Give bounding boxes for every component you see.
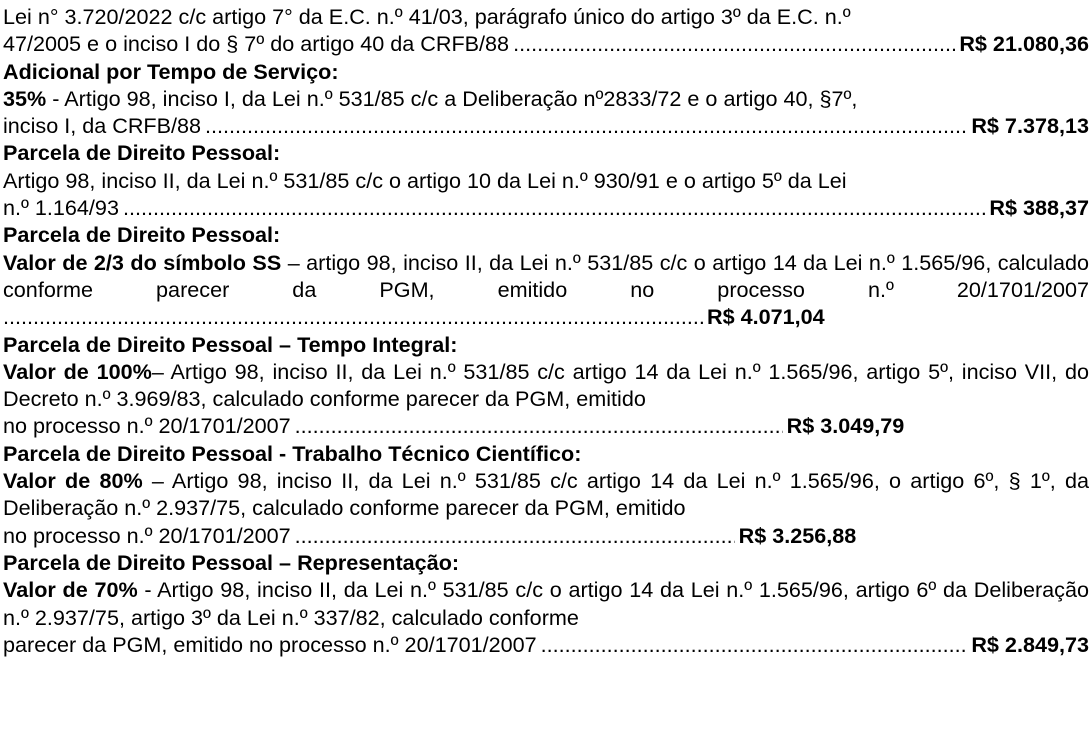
item-amount: R$ 3.256,88 <box>738 522 857 548</box>
item-amount-line <box>3 112 1089 139</box>
item-amount: R$ 2.849,73 <box>971 631 1089 657</box>
item-amount-line <box>3 522 1089 549</box>
item-body: – Artigo 98, inciso II, da Lei n.º 531/85 c/c artigo 14 da Lei n.º 1.565/96, artigo 5º, inciso VII, do Decreto n.º 3.969/83, calculado conforme parecer da PGM, emitido <box>3 358 1089 412</box>
item-text <box>3 3 1089 30</box>
item-text <box>3 467 1089 522</box>
item-heading: Parcela de Direito Pessoal: <box>3 222 281 248</box>
item-amount-line <box>3 631 1089 658</box>
item-amount: R$ 7.378,13 <box>971 113 1089 139</box>
item-text <box>3 576 1089 631</box>
item-last-line: n.º 1.164/93 <box>3 195 119 221</box>
leader-dots <box>123 194 985 221</box>
leader-dots <box>513 30 955 57</box>
item-text <box>3 85 1089 112</box>
item-lead: Valor de 70% <box>3 577 138 603</box>
item-heading: Parcela de Direito Pessoal: <box>3 140 281 166</box>
leader-dots <box>205 112 967 139</box>
leader-dots <box>295 412 783 439</box>
item-amount-line <box>3 412 1089 439</box>
item-lead: 35% <box>3 85 47 111</box>
item-last-line: parecer da PGM, emitido no processo n.º 20/1701/2007 <box>3 631 537 657</box>
item-last-line: no processo n.º 20/1701/2007 <box>3 522 291 548</box>
item-body: – artigo 98, inciso II, da Lei n.º 531/85 c/c o artigo 14 da Lei n.º 1.565/96, calculado conforme parecer da PGM, emitido no processo n.º 20/1701/2007 <box>3 249 1089 302</box>
item-lead: Valor de 100% <box>3 358 152 384</box>
item-heading: Parcela de Direito Pessoal – Representação: <box>3 549 460 575</box>
item-amount: R$ 4.071,04 <box>707 304 825 330</box>
item-last-line: inciso I, da CRFB/88 <box>3 113 202 139</box>
item-amount: R$ 21.080,36 <box>959 31 1089 57</box>
item-body: - Artigo 98, inciso II, da Lei n.º 531/85 c/c o artigo 14 da Lei n.º 1.565/96, artigo 6º da Deliberação n.º 2.937/75, artigo 3º da Lei n.º 337/82, calculado conforme <box>3 577 1089 630</box>
item-lead: Valor de 2/3 do símbolo SS <box>3 249 282 275</box>
item-text <box>3 167 1089 194</box>
item-heading: Parcela de Direito Pessoal - Trabalho Técnico Científico: <box>3 440 582 466</box>
item-amount: R$ 3.049,79 <box>786 413 905 439</box>
item-body: - Artigo 98, inciso I, da Lei n.º 531/85 c/c a Deliberação nº2833/72 e o artigo 40, §7º, <box>46 85 858 111</box>
item-last-line: no processo n.º 20/1701/2007 <box>3 413 291 439</box>
item-body: – Artigo 98, inciso II, da Lei n.º 531/85 c/c artigo 14 da Lei n.º 1.565/96, o artigo 6º, § 1º, da Deliberação n.º 2.937/75, calculado conforme parecer da PGM, emitido <box>3 468 1089 521</box>
item-heading: Adicional por Tempo de Serviço: <box>3 58 339 84</box>
item-amount-line <box>3 303 1089 330</box>
leader-dots <box>295 522 735 549</box>
item-amount-line <box>3 194 1089 221</box>
item-text <box>3 358 1089 413</box>
leader-dots <box>3 303 703 330</box>
item-heading: Parcela de Direito Pessoal – Tempo Integral: <box>3 331 458 357</box>
item-body: Lei n° 3.720/2022 c/c artigo 7° da E.C. n.º 41/03, parágrafo único do artigo 3º da E.C. n.º <box>3 4 851 29</box>
item-body: Artigo 98, inciso II, da Lei n.º 531/85 c/c o artigo 10 da Lei n.º 930/91 e o artigo 5º da Lei <box>3 167 847 193</box>
item-text <box>3 249 1089 304</box>
item-lead: Valor de 80% <box>3 468 143 494</box>
item-amount-line <box>3 30 1089 57</box>
item-last-line: 47/2005 e o inciso I do § 7º do artigo 40 da CRFB/88 <box>3 31 510 57</box>
leader-dots <box>541 631 968 658</box>
item-amount: R$ 388,37 <box>989 195 1089 221</box>
